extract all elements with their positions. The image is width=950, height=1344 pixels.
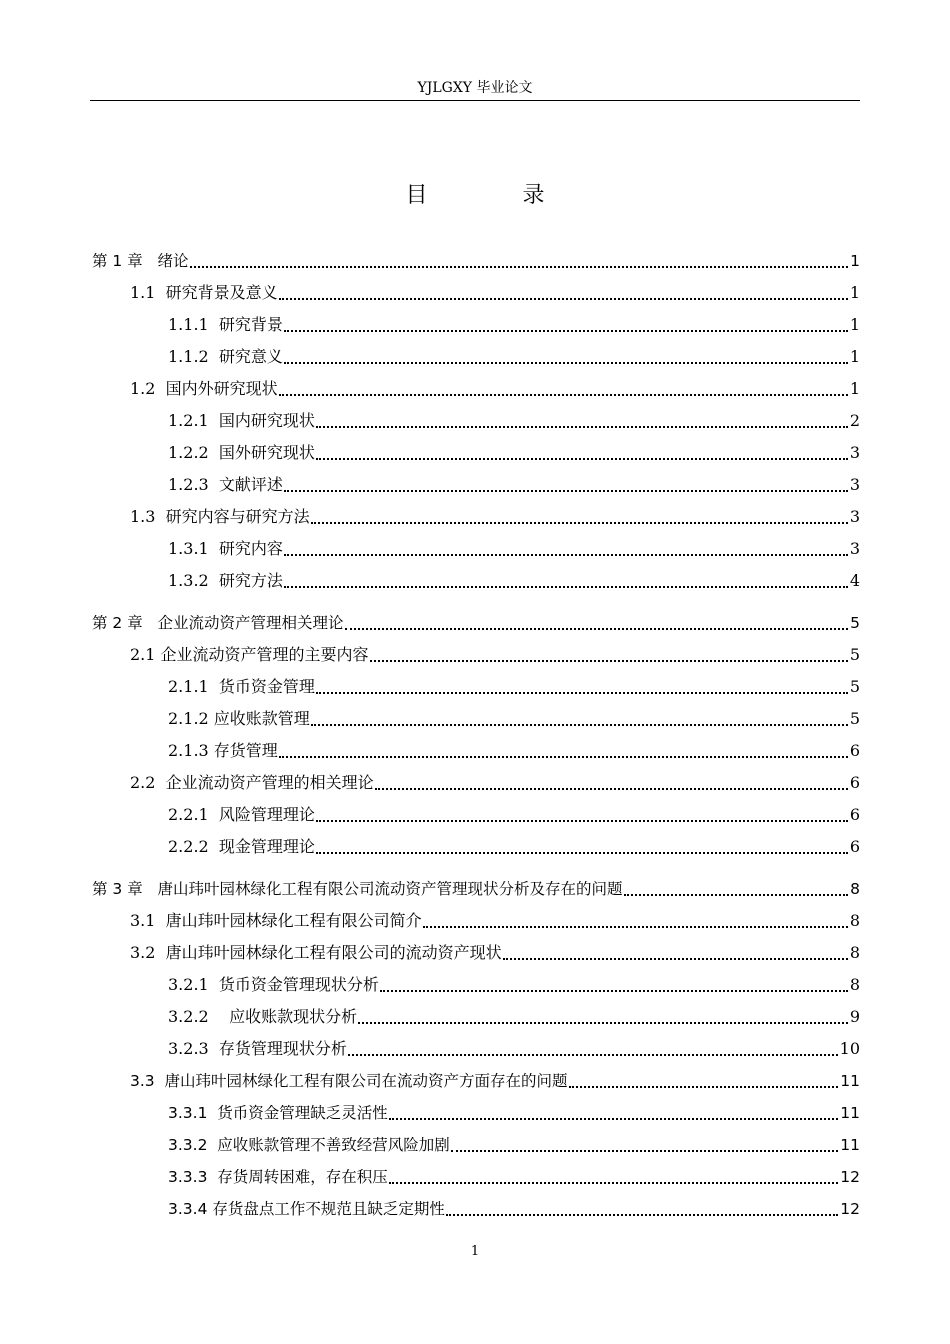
toc-entry-title: 存货管理现状分析	[218, 1039, 347, 1058]
toc-entry-number: 2.2	[130, 773, 166, 792]
toc-dot-leader	[345, 628, 849, 630]
toc-dot-leader	[569, 1086, 839, 1088]
toc-entry-number: 3.2.3	[168, 1039, 219, 1058]
toc-entry-page: 9	[849, 1007, 860, 1026]
toc-entry-page: 3	[849, 443, 860, 462]
toc-dot-leader	[316, 692, 848, 694]
toc-entry-number: 1.3	[130, 507, 166, 526]
toc-entry-page: 6	[849, 741, 860, 760]
toc-entry-number: 1.2.2	[168, 443, 219, 462]
toc-entry-title: 国内研究现状	[218, 411, 315, 430]
toc-entry-page: 6	[849, 837, 860, 856]
toc-dot-leader	[190, 266, 849, 268]
toc-entry-number: 3.2	[130, 943, 166, 962]
toc-dot-leader	[503, 958, 848, 960]
toc-entry-number: 3.1	[130, 911, 166, 930]
toc-entry-title: 国外研究现状	[218, 443, 315, 462]
toc-entry[interactable]	[92, 1097, 860, 1129]
toc-entry-title: 研究方法	[218, 571, 283, 590]
toc-dot-leader	[311, 522, 848, 524]
toc-entry-page: 5	[850, 614, 860, 632]
toc-entry-title: 研究意义	[218, 347, 283, 366]
toc-entry[interactable]	[92, 469, 860, 501]
toc-entry-number: 1.2	[130, 379, 166, 398]
toc-entry-title: 研究内容与研究方法	[165, 507, 310, 526]
toc-entry-number: 2.1.2	[168, 709, 214, 728]
toc-entry-title: 货币资金管理	[218, 677, 315, 696]
toc-entry-title: 存货管理	[213, 741, 278, 760]
toc-entry[interactable]	[92, 405, 860, 437]
toc-dot-leader	[316, 820, 848, 822]
toc-entry[interactable]	[92, 969, 860, 1001]
toc-entry-title: 文献评述	[218, 475, 283, 494]
toc-dot-leader	[284, 362, 848, 364]
toc-title: 目 录	[405, 183, 589, 208]
toc-entry-page: 12	[840, 1200, 860, 1218]
toc-entry-page: 5	[849, 709, 860, 728]
toc-entry-number: 2.1	[130, 645, 161, 664]
toc-entry-title: 应收账款现状分析	[229, 1007, 358, 1026]
toc-dot-leader	[284, 490, 848, 492]
toc-entry-number: 1.3.2	[168, 571, 219, 590]
toc-dot-leader	[316, 852, 848, 854]
toc-entry-number: 3.3.3	[168, 1168, 218, 1186]
toc-entry[interactable]	[92, 309, 860, 341]
toc-entry-page: 10	[839, 1039, 860, 1058]
toc-entry[interactable]	[92, 277, 860, 309]
toc-entry[interactable]	[92, 639, 860, 671]
toc-entry-number: 1.2.3	[168, 475, 219, 494]
toc-entry[interactable]	[92, 565, 860, 597]
toc-entry[interactable]	[92, 341, 860, 373]
toc-entry[interactable]	[92, 937, 860, 969]
toc-entry[interactable]	[92, 671, 860, 703]
toc-entry-title: 存货周转困难，存在积压	[217, 1168, 388, 1186]
toc-entry-page: 3	[849, 475, 860, 494]
toc-entry-title: 现金管理理论	[218, 837, 315, 856]
toc-entry-number: 3.3	[130, 1072, 165, 1090]
toc-entry[interactable]	[92, 1065, 860, 1097]
toc-dot-leader	[389, 1182, 838, 1184]
toc-entry-title: 风险管理理论	[218, 805, 315, 824]
toc-entry-page: 12	[840, 1168, 860, 1186]
toc-entry[interactable]	[92, 245, 860, 277]
toc-entry-title: 企业流动资产管理相关理论	[157, 614, 344, 632]
toc-entry-number: 第 2 章	[92, 614, 158, 632]
toc-entry[interactable]	[92, 1129, 860, 1161]
toc-entry-title: 唐山玮叶园林绿化工程有限公司简介	[165, 911, 422, 930]
toc-entry-title: 研究背景	[218, 315, 283, 334]
toc-dot-leader	[348, 1054, 838, 1056]
toc-entry-number: 2.2.1	[168, 805, 219, 824]
toc-entry-title: 绪论	[157, 252, 189, 270]
toc-entry-page: 4	[849, 571, 860, 590]
toc-entry-page: 5	[849, 677, 860, 696]
toc-entry-number: 第 3 章	[92, 880, 158, 898]
toc-dot-leader	[380, 990, 848, 992]
toc-entry[interactable]	[92, 1001, 860, 1033]
toc-dot-leader	[284, 330, 848, 332]
toc-entry[interactable]	[92, 831, 860, 863]
toc-entry-title: 货币资金管理现状分析	[218, 975, 379, 994]
header-divider	[90, 100, 860, 101]
toc-entry-number: 3.2.2	[168, 1007, 230, 1026]
toc-entry-number: 3.3.1	[168, 1104, 218, 1122]
toc-entry[interactable]	[92, 373, 860, 405]
toc-entry[interactable]	[92, 501, 860, 533]
toc-entry-page: 6	[849, 773, 860, 792]
toc-dot-leader	[316, 426, 848, 428]
toc-entry[interactable]	[92, 607, 860, 639]
toc-entry[interactable]	[92, 735, 860, 767]
toc-entry-title: 国内外研究现状	[165, 379, 278, 398]
toc-entry-number: 1.1	[130, 283, 166, 302]
toc-dot-leader	[370, 660, 848, 662]
toc-entry-title: 唐山玮叶园林绿化工程有限公司的流动资产现状	[165, 943, 502, 962]
toc-entry-number: 3.2.1	[168, 975, 219, 994]
toc-entry-number: 2.1.3	[168, 741, 214, 760]
toc-entry[interactable]	[92, 799, 860, 831]
toc-entry[interactable]	[92, 767, 860, 799]
toc-entry-title: 应收账款管理	[213, 709, 310, 728]
toc-entry-number: 1.1.2	[168, 347, 219, 366]
toc-entry-title: 唐山玮叶园林绿化工程有限公司在流动资产方面存在的问题	[164, 1072, 568, 1090]
toc-dot-leader	[316, 458, 848, 460]
toc-entry[interactable]	[92, 1033, 860, 1065]
toc-entry-page: 8	[850, 880, 860, 898]
toc-entry-number: 3.3.2	[168, 1136, 218, 1154]
toc-entry-number: 3.3.4	[168, 1200, 213, 1218]
table-of-contents	[92, 245, 860, 1225]
toc-entry-number: 2.1.1	[168, 677, 219, 696]
toc-entry-page: 11	[840, 1104, 860, 1122]
toc-entry[interactable]	[92, 1193, 860, 1225]
toc-entry-page: 11	[840, 1136, 860, 1154]
toc-entry-page: 6	[849, 805, 860, 824]
toc-entry-page: 11	[840, 1072, 860, 1090]
toc-dot-leader	[279, 298, 848, 300]
toc-dot-leader	[389, 1118, 838, 1120]
toc-entry-number: 2.2.2	[168, 837, 219, 856]
toc-entry-number: 1.1.1	[168, 315, 219, 334]
toc-dot-leader	[284, 586, 848, 588]
toc-entry-title: 企业流动资产管理的主要内容	[160, 645, 369, 664]
toc-entry-title: 研究内容	[218, 539, 283, 558]
toc-entry-page: 1	[849, 315, 860, 334]
toc-entry[interactable]	[92, 905, 860, 937]
toc-dot-leader	[624, 894, 849, 896]
toc-entry-page: 8	[849, 975, 860, 994]
page-header: YJLGXY 毕业论文	[417, 80, 533, 96]
toc-dot-leader	[375, 788, 848, 790]
toc-dot-leader	[279, 394, 848, 396]
toc-entry-page: 2	[849, 411, 860, 430]
toc-dot-leader	[451, 1150, 838, 1152]
toc-entry-page: 8	[849, 911, 860, 930]
toc-entry[interactable]	[92, 533, 860, 565]
toc-entry-title: 研究背景及意义	[165, 283, 278, 302]
toc-dot-leader	[279, 756, 848, 758]
toc-dot-leader	[284, 554, 848, 556]
toc-entry-title: 应收账款管理不善致经营风险加剧	[217, 1136, 450, 1154]
toc-entry-title: 存货盘点工作不规范且缺乏定期性	[212, 1200, 445, 1218]
toc-entry-title: 唐山玮叶园林绿化工程有限公司流动资产管理现状分析及存在的问题	[157, 880, 623, 898]
toc-entry-page: 8	[849, 943, 860, 962]
toc-entry[interactable]	[92, 703, 860, 735]
toc-dot-leader	[423, 926, 848, 928]
toc-entry-number: 1.3.1	[168, 539, 219, 558]
toc-entry-page: 1	[849, 347, 860, 366]
toc-entry-number: 1.2.1	[168, 411, 219, 430]
toc-entry[interactable]	[92, 437, 860, 469]
toc-dot-leader	[311, 724, 848, 726]
page-number: 1	[470, 1244, 480, 1259]
toc-entry-page: 3	[849, 539, 860, 558]
toc-entry-page: 3	[849, 507, 860, 526]
toc-entry[interactable]	[92, 1161, 860, 1193]
toc-dot-leader	[446, 1214, 838, 1216]
toc-entry-title: 货币资金管理缺乏灵活性	[217, 1104, 388, 1122]
toc-entry-page: 1	[849, 283, 860, 302]
toc-entry-page: 5	[849, 645, 860, 664]
toc-entry-number: 第 1 章	[92, 252, 158, 270]
toc-entry-title: 企业流动资产管理的相关理论	[165, 773, 374, 792]
toc-dot-leader	[358, 1022, 848, 1024]
toc-entry-page: 1	[849, 379, 860, 398]
toc-entry-page: 1	[850, 252, 860, 270]
toc-entry[interactable]	[92, 873, 860, 905]
